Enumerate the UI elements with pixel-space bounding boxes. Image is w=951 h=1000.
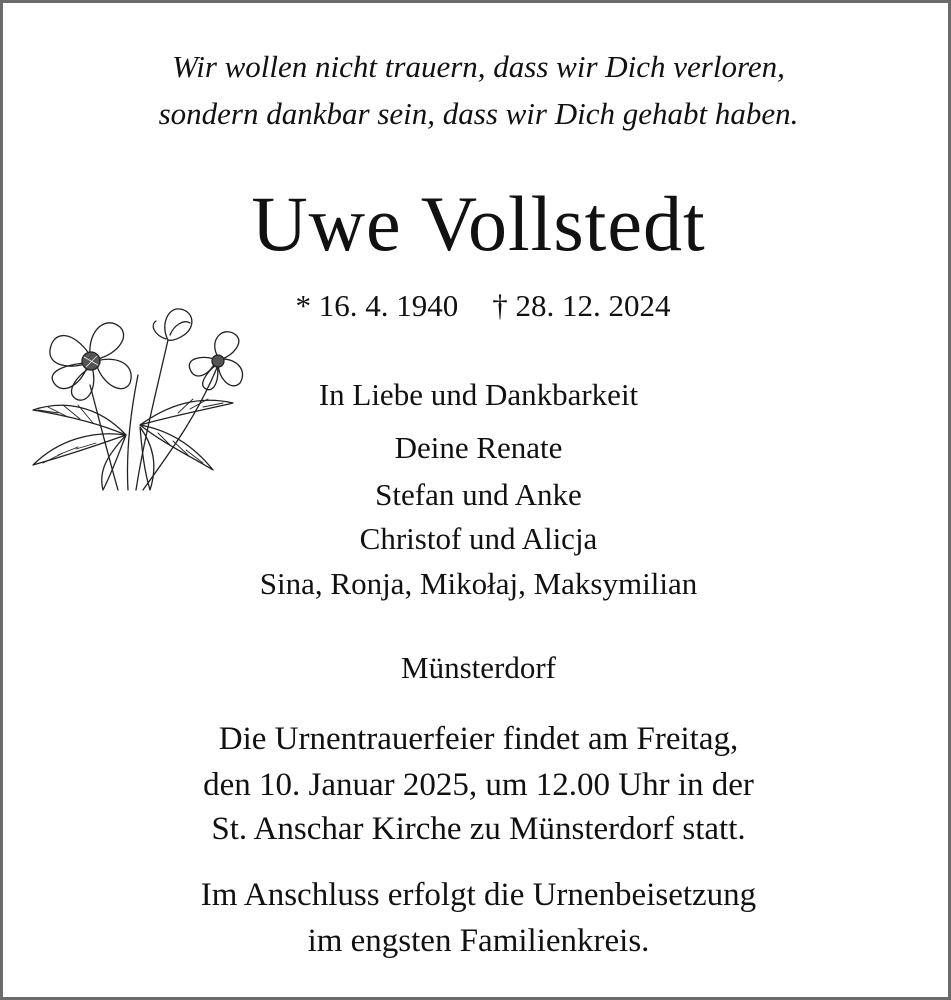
ceremony-line: Die Urnentrauerfeier findet am Freitag, [218,721,739,757]
mourner-line: Christof und Alicja [359,521,598,556]
death-date: † 28. 12. 2024 [492,288,671,323]
quote-line-1: Wir wollen nicht trauern, dass wir Dich verloren, [172,49,785,84]
mourner-line: Deine Renate [394,430,563,465]
ceremony-line: St. Anschar Kirche zu Münsterdorf statt. [211,811,746,847]
birth-date: * 16. 4. 1940 [295,288,459,323]
place-name: Münsterdorf [401,650,556,685]
flower-bud [153,309,192,340]
quote-line-2: sondern dankbar sein, dass wir Dich gehabt haben. [158,96,799,131]
burial-line: im engsten Familienkreis. [307,923,650,959]
ceremony-line: den 10. Januar 2025, um 12.00 Uhr in der [203,767,754,803]
dedication-line: In Liebe und Dankbarkeit [318,377,639,412]
burial-line: Im Anschluss erfolgt die Urnenbeisetzung [200,877,757,913]
mourner-line: Stefan und Anke [375,477,582,512]
mourner-line: Sina, Ronja, Mikołaj, Maksymilian [259,566,698,601]
life-dates [253,288,713,324]
deceased-name: Uwe Vollstedt [251,180,706,267]
